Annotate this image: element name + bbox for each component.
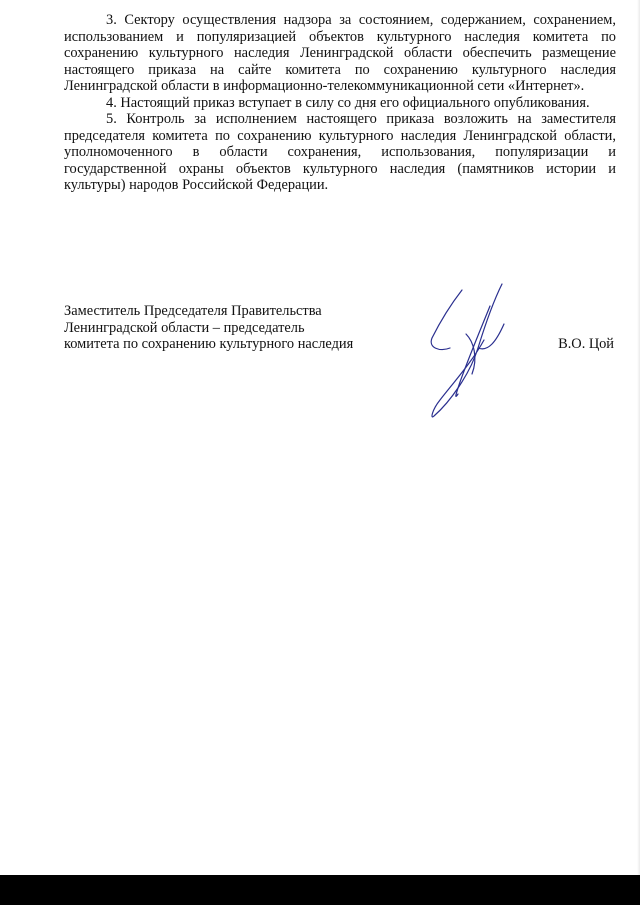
signature-stroke-main	[432, 284, 502, 417]
document-body	[64, 12, 616, 194]
signature-stroke-loop	[431, 290, 462, 350]
signer-name: В.О. Цой	[558, 336, 614, 352]
signer-position	[64, 303, 394, 353]
paragraph-3: 3. Сектору осуществления надзора за состоянием, содержанием, сохранением, использованием и популяризацией объектов культурного наследия комитета по сохранению культурного наследия Ленинградской области обеспечить размещение настоящего приказа на сайте комитета по сохранению культурного наследия Ленинградской области в информационно-телекоммуникационной сети «Интернет».	[64, 12, 616, 95]
signer-position-line-2: Ленинградской области – председатель	[64, 319, 305, 336]
signer-position-line-1: Заместитель Председателя Правительства	[64, 303, 322, 319]
scan-bottom-bar	[0, 875, 640, 905]
paragraph-4: 4. Настоящий приказ вступает в силу со дня его официального опубликования.	[106, 94, 590, 111]
signer-position-line-3: комитета по сохранению культурного наследия	[64, 336, 354, 353]
paragraph-5: 5. Контроль за исполнением настоящего приказа возложить на заместителя председателя комитета по сохранению культурного наследия Ленинградской области, уполномоченного в области сохранения, использования, популяризации и государственной охраны объектов культурного наследия (памятников истории и культуры) народов Российской Федерации.	[64, 111, 616, 194]
handwritten-signature	[418, 278, 528, 423]
